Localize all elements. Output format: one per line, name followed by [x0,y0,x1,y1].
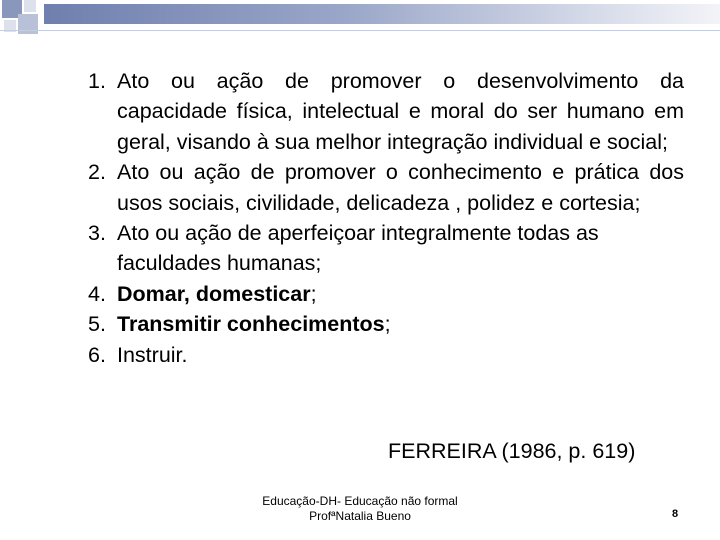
item-text-bold: Transmitir conhecimentos [117,312,385,337]
item-number: 5. [88,312,106,337]
item-number: 1. [88,69,106,93]
item-text: Ato ou ação de aperfeiçoar integralmente todas as faculdades humanas; [117,221,599,276]
definition-list [88,66,684,370]
list-item [88,279,684,309]
list-item [88,309,684,339]
item-text: Instruir. [117,342,188,367]
decor-square [18,14,38,34]
item-suffix: ; [310,281,317,306]
decor-square [24,0,36,12]
item-suffix: ; [384,312,391,337]
item-text-bold: Domar, domesticar [117,281,311,306]
list-item [88,66,684,157]
header-divider [0,30,720,31]
item-number: 2. [88,160,106,185]
item-number: 4. [88,281,106,306]
footer [250,494,470,524]
list-item [88,218,684,279]
citation: FERREIRA (1986, p. 619) [388,439,636,463]
header-gradient-bar [44,4,720,24]
page-number: 8 [671,508,679,520]
item-number: 3. [88,221,106,246]
footer-author: ProfªNatalia Bueno [309,509,411,523]
list-item [88,340,684,370]
item-number: 6. [88,342,106,367]
item-text: Ato ou ação de promover o conhecimento e prática dos usos sociais, civilidade, delicadeza , polidez e cortesia; [117,160,684,215]
item-text: Ato ou ação de promover o desenvolvimento da capacidade física, intelectual e moral do ser humano em geral, visando à sua melhor integração individual e social; [117,69,684,154]
footer-course: Educação-DH- Educação não formal [262,494,458,508]
list-item [88,157,684,218]
